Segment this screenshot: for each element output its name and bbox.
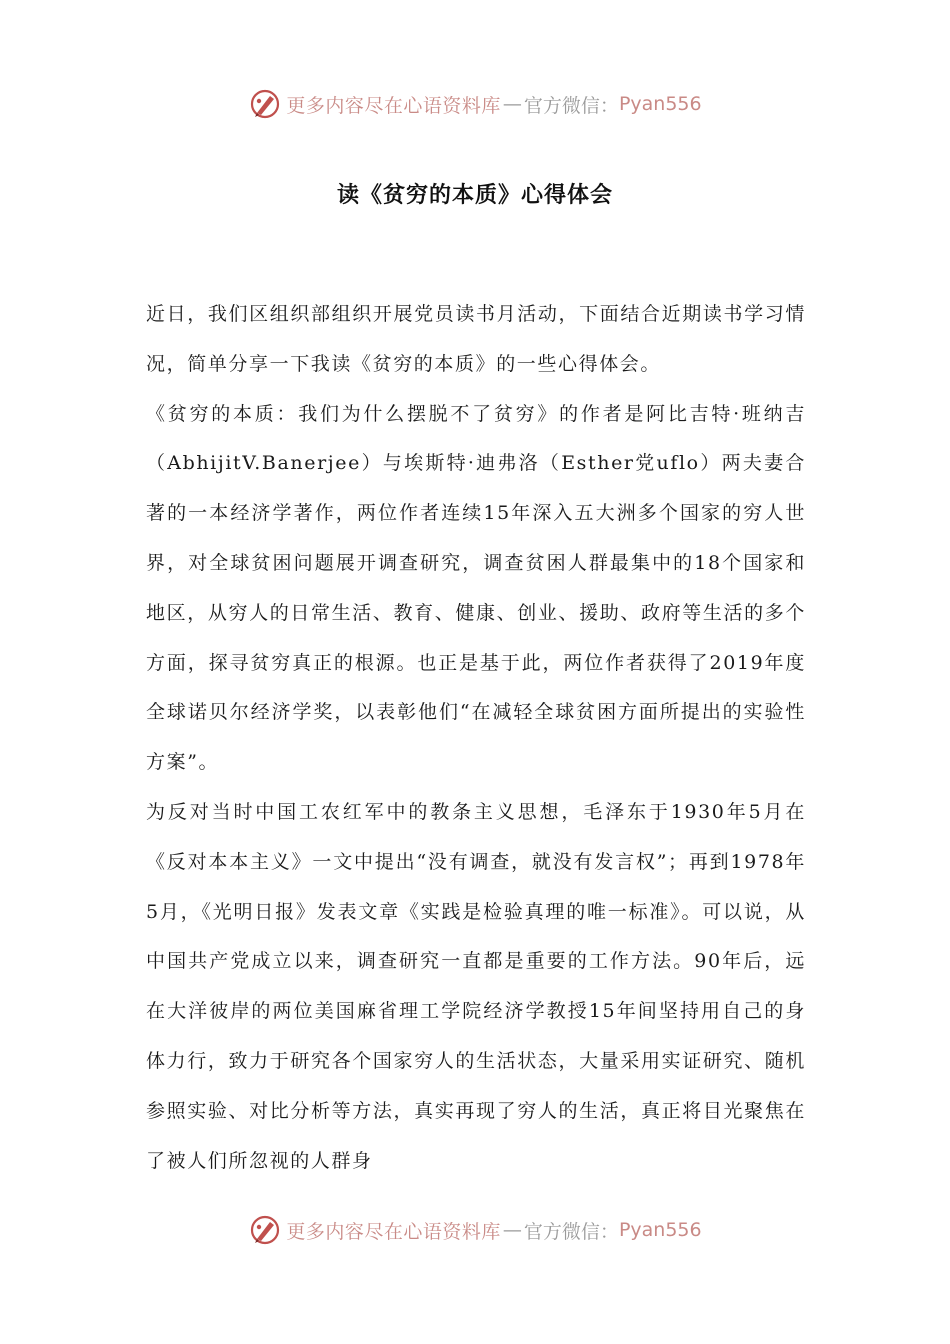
pen-nib-logo-icon: [248, 87, 282, 121]
pen-nib-logo-icon: [248, 1213, 282, 1247]
document-body: [146, 290, 806, 1186]
watermark-separator: —: [502, 93, 522, 115]
watermark-separator: —: [502, 1219, 522, 1241]
watermark-text: 更多内容尽在心语资料库: [286, 94, 501, 117]
paragraph-book-summary: 《贫穷的本质：我们为什么摆脱不了贫穷》的作者是阿比吉特·班纳吉（AbhijitV.Banerjee）与埃斯特·迪弗洛（Esther党uflo）两夫妻合著的一本经济学著作，两位作者连续15年深入五大洲多个国家的穷人世界，对全球贫困问题展开调查研究，调查贫困人群最集中的18个国家和地区，从穷人的日常生活、教育、健康、创业、援助、政府等生活的多个方面，探寻贫穷真正的根源。也正是基于此，两位作者获得了2019年度全球诺贝尔经济学奖，以表彰他们“在减轻全球贫困方面所提出的实验性方案”。: [146, 402, 806, 774]
watermark-label: 官方微信：: [523, 94, 619, 117]
document-title: 读《贫穷的本质》心得体会: [336, 183, 613, 208]
watermark-label: 官方微信：: [523, 1220, 619, 1243]
watermark-wechat-id: Pyan556: [618, 1219, 702, 1241]
watermark-text: 更多内容尽在心语资料库: [286, 1220, 501, 1243]
header-watermark: [0, 84, 950, 124]
watermark-wechat-id: Pyan556: [618, 93, 702, 115]
footer-watermark: [0, 1210, 950, 1250]
paragraph-intro: 近日，我们区组织部组织开展党员读书月活动，下面结合近期读书学习情况，简单分享一下我读《贫穷的本质》的一些心得体会。: [146, 303, 806, 375]
paragraph-investigation: 为反对当时中国工农红军中的教条主义思想，毛泽东于1930年5月在《反对本本主义》一文中提出“没有调查，就没有发言权”；再到1978年5月，《光明日报》发表文章《实践是检验真理的唯一标准》。可以说，从中国共产党成立以来，调查研究一直都是重要的工作方法。90年后，远在大洋彼岸的两位美国麻省理工学院经济学教授15年间坚持用自己的身体力行，致力于研究各个国家穷人的生活状态，大量采用实证研究、随机参照实验、对比分析等方法，真实再现了穷人的生活，真正将目光聚焦在了被人们所忽视的人群身: [146, 800, 806, 1172]
